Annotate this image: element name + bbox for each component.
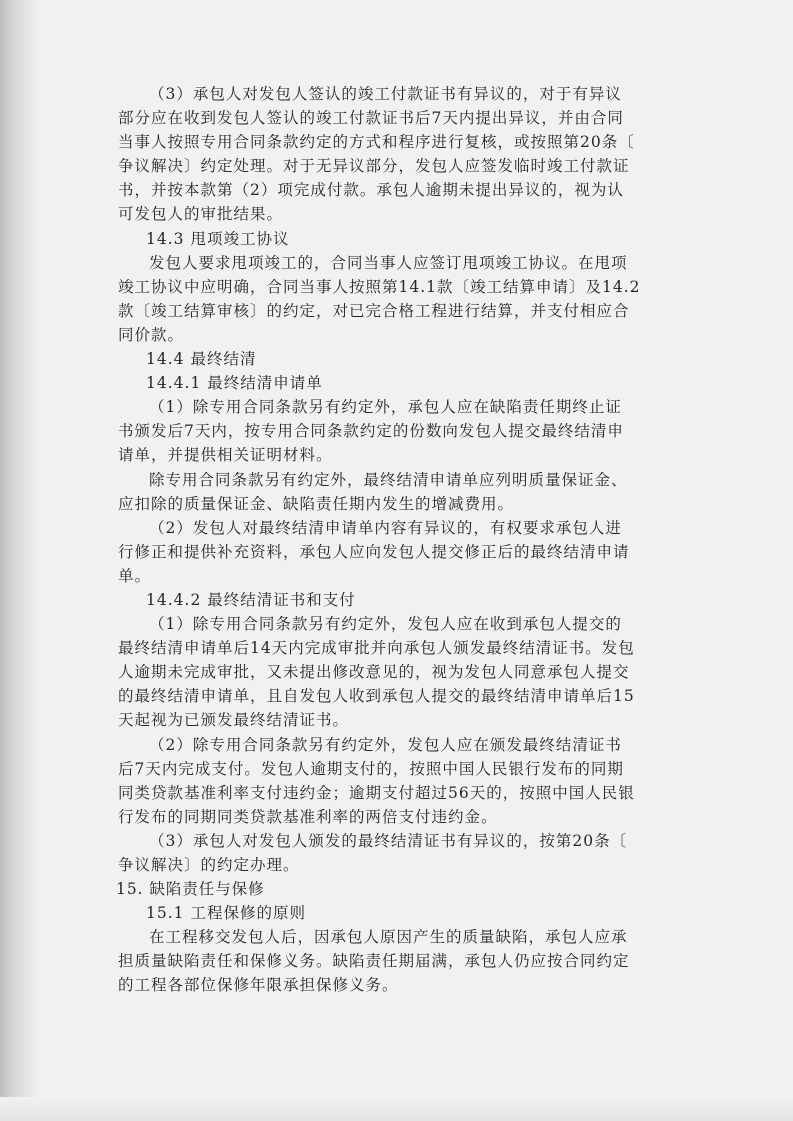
text-line: （2）发包人对最终结清申请单内容有异议的，有权要求承包人进	[149, 518, 622, 537]
text-line: 书颁发后7天内，按专用合同条款约定的份数向发包人提交最终结清申	[118, 422, 624, 441]
text-line: 的工程各部位保修年限承担保修义务。	[118, 976, 399, 995]
text-line: 部分应在收到发包人签认的竣工付款证书后7天内提出异议，并由合同	[118, 109, 624, 128]
document-page	[118, 82, 700, 998]
text-line: 款〔竣工结算审核〕的约定，对已完合格工程进行结算，并支付相应合	[118, 301, 630, 320]
section-heading: 14.4.1 最终结清申请单	[146, 374, 323, 393]
text-line: （3）承包人对发包人签认的竣工付款证书有异议的，对于有异议	[149, 85, 622, 103]
scan-bottom-shade	[0, 1097, 793, 1121]
text-line: 同价款。	[118, 325, 185, 344]
text-line: （1）除专用合同条款另有约定外，承包人应在缺陷责任期终止证	[149, 398, 622, 417]
text-line: 可发包人的审批结果。	[118, 205, 284, 224]
text-line: 行发布的同期同类贷款基准利率的两倍支付违约金。	[118, 807, 498, 826]
text-line: 书，并按本款第（2）项完成付款。承包人逾期未提出异议的，视为认	[118, 181, 624, 200]
text-line: 争议解决〕的约定办理。	[118, 856, 300, 874]
text-line: 的最终结清申请单，且自发包人收到承包人提交的最终结清申请单后15	[118, 687, 635, 706]
text-line: 除专用合同条款另有约定外，最终结清申请单应列明质量保证金、	[149, 470, 628, 489]
chapter-heading: 15. 缺陷责任与保修	[116, 880, 265, 899]
text-line: 发包人要求甩项竣工的，合同当事人应签订甩项竣工协议。在甩项	[149, 253, 628, 272]
section-heading: 15.1 工程保修的原则	[146, 904, 306, 923]
text-line: （1）除专用合同条款另有约定外，发包人应在收到承包人提交的	[149, 615, 622, 634]
text-line: 担质量缺陷责任和保修义务。缺陷责任期届满，承包人仍应按合同约定	[118, 952, 630, 971]
section-heading: 14.4.2 最终结清证书和支付	[146, 590, 356, 609]
text-line: 请单，并提供相关证明材料。	[118, 446, 333, 465]
text-line: 争议解决〕约定处理。对于无异议部分，发包人应签发临时竣工付款证	[118, 157, 630, 176]
section-heading: 14.4 最终结清	[146, 350, 257, 369]
text-line: 竣工协议中应明确，合同当事人按照第14.1款〔竣工结算申请〕及14.2	[118, 277, 641, 296]
text-line: 应扣除的质量保证金、缺陷责任期内发生的增减费用。	[118, 494, 515, 513]
text-line: 单。	[118, 566, 152, 585]
text-line: 在工程移交发包人后，因承包人原因产生的质量缺陷，承包人应承	[149, 928, 628, 947]
text-line: 当事人按照专用合同条款约定的方式和程序进行复核，或按照第20条〔	[118, 133, 635, 152]
text-line: 行修正和提供补充资料，承包人应向发包人提交修正后的最终结清申请	[118, 542, 630, 561]
scan-shadow-edge	[0, 0, 40, 1121]
text-line: 最终结清申请单后14天内完成审批并向承包人颁发最终结清证书。发包	[118, 639, 635, 658]
text-line: （2）除专用合同条款另有约定外，发包人应在颁发最终结清证书	[149, 735, 622, 754]
text-line: 后7天内完成支付。发包人逾期支付的，按照中国人民银行发布的同期	[118, 759, 624, 778]
section-heading: 14.3 甩项竣工协议	[146, 229, 290, 248]
text-line: 同类贷款基准利率支付违约金；逾期支付超过56天的，按照中国人民银	[118, 783, 635, 802]
text-line: （3）承包人对发包人颁发的最终结清证书有异议的，按第20条〔	[149, 831, 628, 850]
text-line: 天起视为已颁发最终结清证书。	[118, 711, 350, 730]
text-line: 人逾期未完成审批，又未提出修改意见的，视为发包人同意承包人提交	[118, 663, 630, 682]
